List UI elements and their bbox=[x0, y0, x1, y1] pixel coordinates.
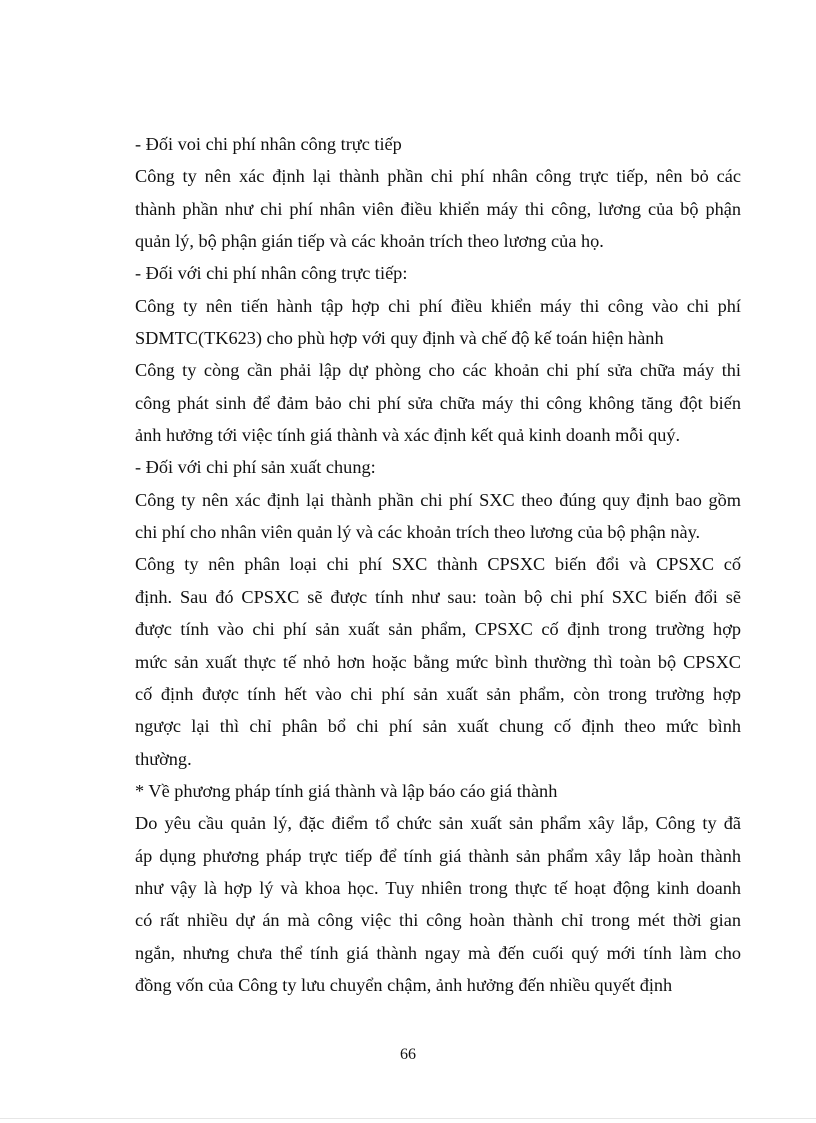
text-line: như vậy là hợp lý và khoa học. Tuy nhiên trong thực tế hoạt động kinh doanh bbox=[135, 877, 741, 898]
text-line: thành phần như chi phí nhân viên điều khiển máy thi công, lương của bộ phận bbox=[135, 198, 741, 219]
text-line: Công ty còng cần phải lập dự phòng cho các khoản chi phí sửa chữa máy thi bbox=[135, 360, 741, 381]
text-line: ảnh hưởng tới việc tính giá thành và xác định kết quả kinh doanh mỗi quý. bbox=[135, 425, 681, 446]
text-line: áp dụng phương pháp trực tiếp để tính giá thành sản phẩm xây lắp hoàn thành bbox=[135, 845, 741, 866]
text-line: định. Sau đó CPSXC sẽ được tính như sau: toàn bộ chi phí SXC biến đổi sẽ bbox=[135, 586, 741, 607]
text-line: được tính vào chi phí sản xuất sản phẩm, CPSXC cố định trong trường hợp bbox=[135, 619, 741, 640]
text-line: có rất nhiều dự án mà công việc thi công hoàn thành chỉ trong mét thời gian bbox=[135, 910, 741, 931]
text-line: Công ty nên xác định lại thành phần chi phí nhân công trực tiếp, nên bỏ các bbox=[135, 166, 741, 187]
text-line: SDMTC(TK623) cho phù hợp với quy định và chế độ kế toán hiện hành bbox=[135, 328, 664, 349]
text-line: - Đối với chi phí nhân công trực tiếp: bbox=[135, 263, 408, 284]
text-line: * Về phương pháp tính giá thành và lập báo cáo giá thành bbox=[135, 780, 558, 801]
text-line: quản lý, bộ phận gián tiếp và các khoản trích theo lương của họ. bbox=[135, 231, 604, 252]
text-line: ngắn, nhưng chưa thể tính giá thành ngay mà đến cuối quý mới tính làm cho bbox=[135, 942, 741, 963]
text-line: công phát sinh để đảm bảo chi phí sửa chữa máy thi công không tăng đột biến bbox=[135, 392, 741, 413]
text-line: đồng vốn của Công ty lưu chuyển chậm, ảnh hưởng đến nhiều quyết định bbox=[135, 974, 673, 995]
text-line: chi phí cho nhân viên quản lý và các khoản trích theo lương của bộ phận này. bbox=[135, 522, 701, 543]
text-line: Do yêu cầu quản lý, đặc điểm tổ chức sản xuất sản phẩm xây lắp, Công ty đã bbox=[135, 813, 741, 834]
text-line: mức sản xuất thực tế nhỏ hơn hoặc bằng mức bình thường thì toàn bộ CPSXC bbox=[135, 651, 741, 672]
text-line: thường. bbox=[135, 748, 192, 769]
text-line: - Đối voi chi phí nhân công trực tiếp bbox=[135, 134, 402, 154]
text-line: Công ty nên phân loại chi phí SXC thành CPSXC biến đổi và CPSXC cố bbox=[135, 554, 741, 575]
page-bottom-edge bbox=[0, 1118, 816, 1119]
text-line: Công ty nên tiến hành tập hợp chi phí điều khiển máy thi công vào chi phí bbox=[135, 295, 741, 316]
document-body bbox=[135, 128, 741, 1001]
text-line: Công ty nên xác định lại thành phần chi phí SXC theo đúng quy định bao gồm bbox=[135, 489, 741, 510]
text-line: cố định được tính hết vào chi phí sản xuất sản phẩm, còn trong trường hợp bbox=[135, 683, 741, 704]
text-line: ngược lại thì chỉ phân bổ chi phí sản xuất chung cố định theo mức bình bbox=[135, 716, 741, 737]
text-line: - Đối với chi phí sản xuất chung: bbox=[135, 457, 376, 478]
page-number: 66 bbox=[400, 1046, 416, 1063]
